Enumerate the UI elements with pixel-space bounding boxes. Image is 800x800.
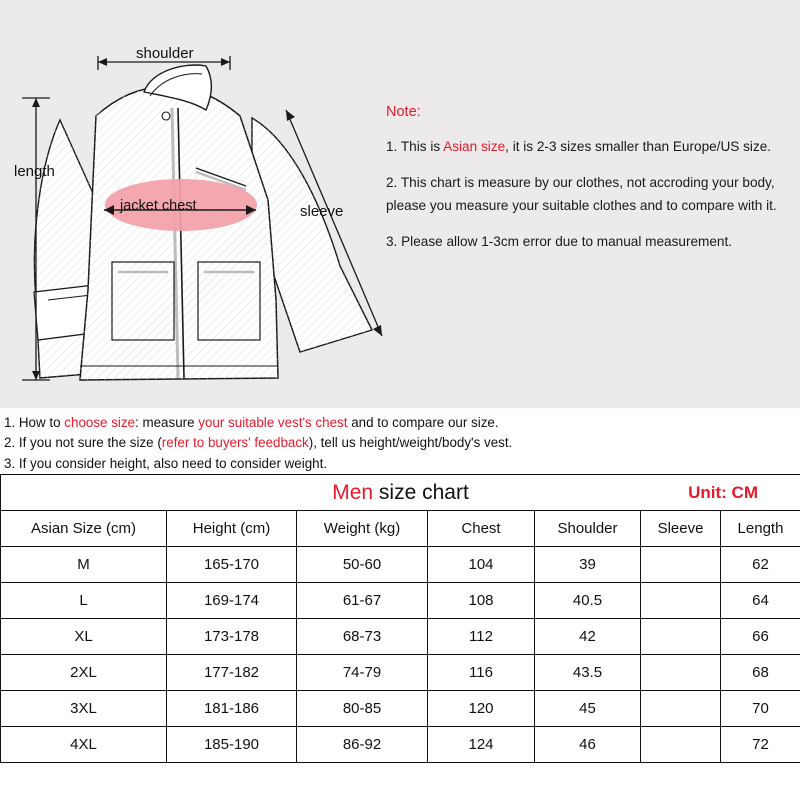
table-row	[1, 655, 800, 691]
chart-title-rest: size chart	[373, 480, 469, 504]
cell-size: XL	[1, 619, 167, 655]
table-row	[1, 547, 800, 583]
cell-weight: 74-79	[297, 655, 428, 691]
cell-height: 177-182	[167, 655, 297, 691]
cell-shoulder: 45	[535, 691, 641, 727]
note-title: Note:	[386, 104, 421, 120]
header-height: Height (cm)	[167, 511, 297, 547]
label-jacket-chest: jacket chest	[120, 198, 197, 214]
note-1-part-a: 1. This is	[386, 139, 444, 154]
mid-note-1	[4, 413, 800, 433]
mid-note-1-a: 1. How to	[4, 415, 65, 430]
size-chart-table-wrap	[0, 474, 800, 763]
cell-size: M	[1, 547, 167, 583]
cell-shoulder: 39	[535, 547, 641, 583]
cell-size: 3XL	[1, 691, 167, 727]
mid-notes-block	[0, 408, 800, 474]
cell-weight: 50-60	[297, 547, 428, 583]
cell-shoulder: 42	[535, 619, 641, 655]
mid-note-1-choose-size: choose size	[64, 415, 136, 430]
cell-chest: 112	[428, 619, 535, 655]
cell-height: 181-186	[167, 691, 297, 727]
cell-length: 62	[721, 547, 800, 583]
note-block	[386, 104, 786, 269]
cell-weight: 61-67	[297, 583, 428, 619]
note-item-1	[386, 138, 786, 156]
cell-chest: 124	[428, 727, 535, 763]
cell-shoulder: 40.5	[535, 583, 641, 619]
label-shoulder: shoulder	[136, 45, 194, 62]
cell-length: 68	[721, 655, 800, 691]
cell-weight: 68-73	[297, 619, 428, 655]
cell-sleeve	[641, 655, 721, 691]
unit-label: Unit: CM	[688, 482, 758, 502]
cell-length: 64	[721, 583, 800, 619]
cell-size: 2XL	[1, 655, 167, 691]
chart-title	[332, 481, 469, 504]
mid-note-2	[4, 433, 800, 453]
cell-height: 165-170	[167, 547, 297, 583]
table-row	[1, 727, 800, 763]
mid-note-1-vest-chest: your suitable vest's chest	[198, 415, 348, 430]
table-row	[1, 583, 800, 619]
cell-sleeve	[641, 691, 721, 727]
label-sleeve: sleeve	[300, 203, 344, 220]
cell-length: 72	[721, 727, 800, 763]
cell-height: 173-178	[167, 619, 297, 655]
size-chart-table	[0, 474, 800, 763]
cell-chest: 104	[428, 547, 535, 583]
note-item-3: 3. Please allow 1-3cm error due to manual measurement.	[386, 234, 733, 250]
cell-chest: 116	[428, 655, 535, 691]
header-chest: Chest	[428, 511, 535, 547]
table-header-row	[1, 511, 800, 547]
cell-chest: 120	[428, 691, 535, 727]
label-length: length	[14, 163, 55, 180]
header-shoulder: Shoulder	[535, 511, 641, 547]
cell-length: 70	[721, 691, 800, 727]
cell-sleeve	[641, 727, 721, 763]
table-row	[1, 619, 800, 655]
mid-note-2-c: ), tell us height/weight/body's vest.	[308, 435, 513, 451]
cell-height: 169-174	[167, 583, 297, 619]
chart-title-men: Men	[332, 480, 374, 504]
cell-height: 185-190	[167, 727, 297, 763]
cell-sleeve	[641, 547, 721, 583]
mid-note-1-e: and to compare our size.	[347, 415, 499, 430]
header-asian-size: Asian Size (cm)	[1, 511, 167, 547]
cell-chest: 108	[428, 583, 535, 619]
header-sleeve: Sleeve	[641, 511, 721, 547]
table-title-row	[1, 475, 800, 511]
cell-shoulder: 43.5	[535, 655, 641, 691]
note-item-2-line2: please you measure your suitable clothes and to compare with it.	[386, 197, 777, 213]
cell-size: 4XL	[1, 727, 167, 763]
cell-sleeve	[641, 619, 721, 655]
header-weight: Weight (kg)	[297, 511, 428, 547]
cell-weight: 80-85	[297, 691, 428, 727]
cell-sleeve	[641, 583, 721, 619]
note-item-2-line1: 2. This chart is measure by our clothes, not accroding your body,	[386, 175, 775, 191]
mid-note-3: 3. If you consider height, also need to consider weight.	[4, 455, 328, 471]
cell-shoulder: 46	[535, 727, 641, 763]
header-length: Length	[721, 511, 800, 547]
mid-note-2-feedback: refer to buyers' feedback	[161, 435, 309, 451]
cell-length: 66	[721, 619, 800, 655]
mid-note-1-c: : measure	[135, 415, 199, 430]
table-row	[1, 691, 800, 727]
cell-size: L	[1, 583, 167, 619]
mid-note-2-a: 2. If you not sure the size (	[4, 435, 162, 451]
note-1-asian-size: Asian size	[443, 139, 506, 154]
cell-weight: 86-92	[297, 727, 428, 763]
note-1-part-c: , it is 2-3 sizes smaller than Europe/US size.	[505, 139, 772, 154]
table-title-cell	[1, 475, 800, 511]
